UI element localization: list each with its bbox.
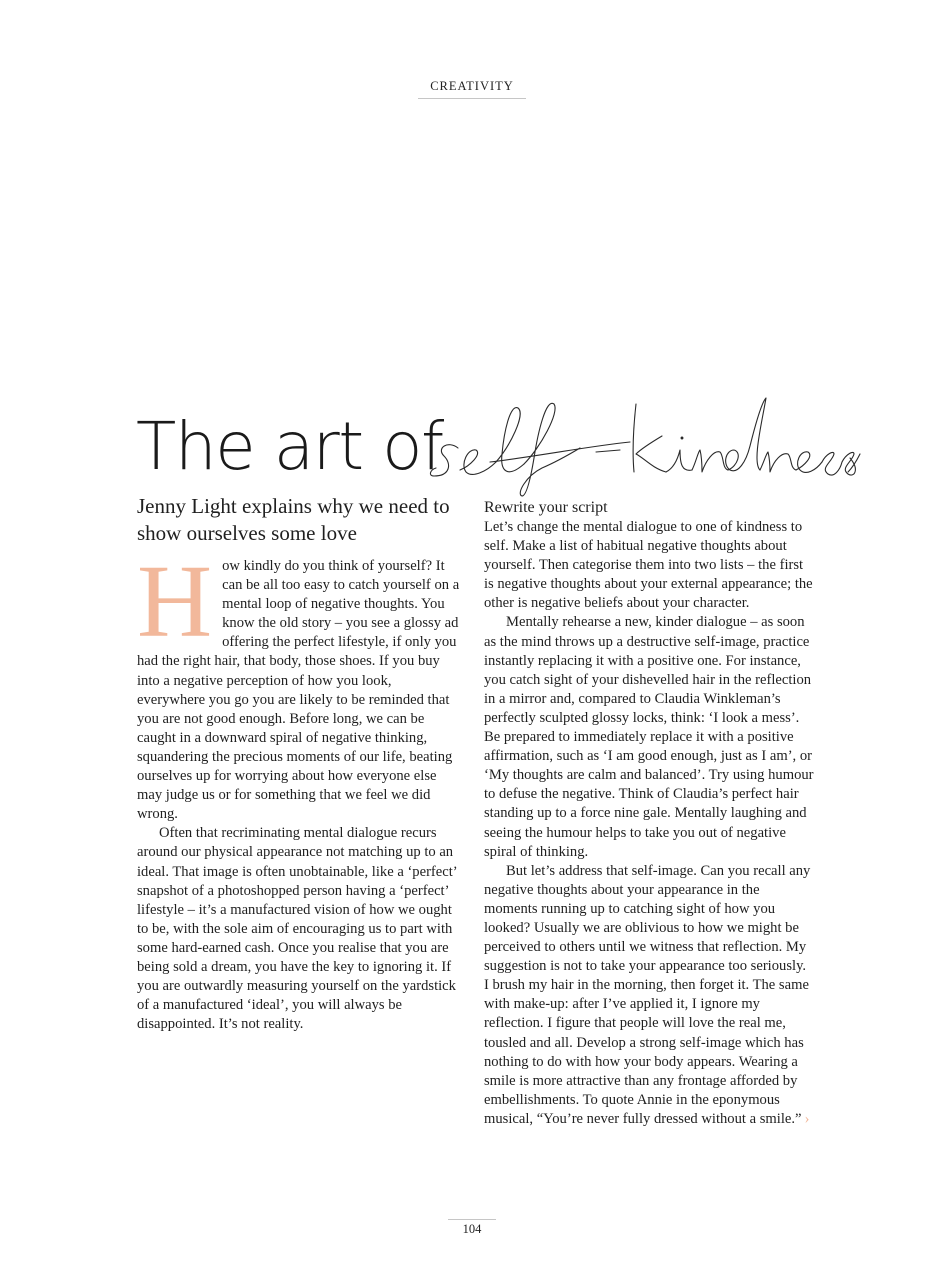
section-divider bbox=[418, 98, 526, 99]
final-paragraph-text: But let’s address that self-image. Can you recall any negative thoughts about your appearance in the moments running up to catching sight of how you looked? Usually we are oblivious to how we might be perceived to others until we witness that reflection. My suggestion is not to take your appearance too seriously. I brush my hair in the morning, then forget it. The same with make-up: after I’ve applied it, I ignore my reflection. I figure that people will love the real me, tousled and all. Develop a strong self-image which has nothing to do with how your body appears. Wearing a smile is more attractive than any frontage afforded by embellishments. To quote Annie in the eponymous musical, “You’re never fully dressed without a smile.” bbox=[484, 862, 811, 1127]
footer-divider bbox=[448, 1219, 496, 1220]
body-paragraph: Mentally rehearse a new, kinder dialogue – as soon as the mind throws up a destructive self-image, practice instantly replacing it with a positive one. For instance, you catch sight of your dishevelled hair in the reflection in a mirror and, compared to Claudia Winkleman’s perfectly sculpted glossy locks, think: ‘I look a mess’. Be prepared to immediately replace it with a positive affirmation, such as ‘I am good enough, just as I am’, or ‘My thoughts are calm and balanced’. Try using humour to defuse the negative. Think of Claudia’s perfect hair standing up to a force nine gale. Mentally laughing and seeing the humour helps to take you out of negative spiral of thinking. bbox=[484, 614, 814, 860]
drop-cap: H bbox=[137, 544, 213, 659]
page-number: 104 bbox=[462, 1222, 482, 1236]
body-paragraph: Often that recriminating mental dialogue recurs around our physical appearance not matching up to an ideal. That image is often unobtainable, like a ‘perfect’ snapshot of a photoshopped person having a ‘perfect’ lifestyle – it’s a manufactured vision of how we ought to be, with the sole aim of encouraging us to part with some hard-earned cash. Once you realise that you are being sold a dream, you have the key to ignoring it. If you are outwardly measuring yourself on the yardstick of a manufactured ‘ideal’, you will always be disappointed. It’s not reality. bbox=[137, 825, 457, 1033]
body-paragraph-final bbox=[484, 862, 814, 1129]
end-of-article-icon: › bbox=[804, 1110, 810, 1127]
body-paragraph: ow kindly do you think of yourself? It can be all too easy to catch yourself on a mental loop of negative thoughts. You know the old story – you see a glossy ad offering the perfect lifestyle, if only you had the right hair, that body, those shoes. If you buy into a negative perception of how you look, everywhere you go you are likely to be reminded that you are not good enough. Before long, we can be caught in a downward spiral of negative thinking, squandering the precious moments of our life, beating ourselves up for worrying about how everyone else may judge us or for something that we feel we did wrong. bbox=[137, 558, 460, 823]
right-column bbox=[484, 498, 814, 1129]
body-paragraph: Let’s change the mental dialogue to one of kindness to self. Make a list of habitual negative thoughts about yourself. Then categorise them into two lists – the first is negative thoughts about your external appearance; the other is negative beliefs about your character. bbox=[484, 519, 813, 612]
subheading: Rewrite your script bbox=[484, 499, 608, 516]
headline-lead: The art of bbox=[136, 408, 443, 485]
left-column bbox=[137, 544, 463, 1034]
section-label: CREATIVITY bbox=[430, 79, 514, 93]
standfirst: Jenny Light explains why we need to show ourselves some love bbox=[137, 494, 450, 545]
headline-script-word bbox=[430, 392, 860, 502]
